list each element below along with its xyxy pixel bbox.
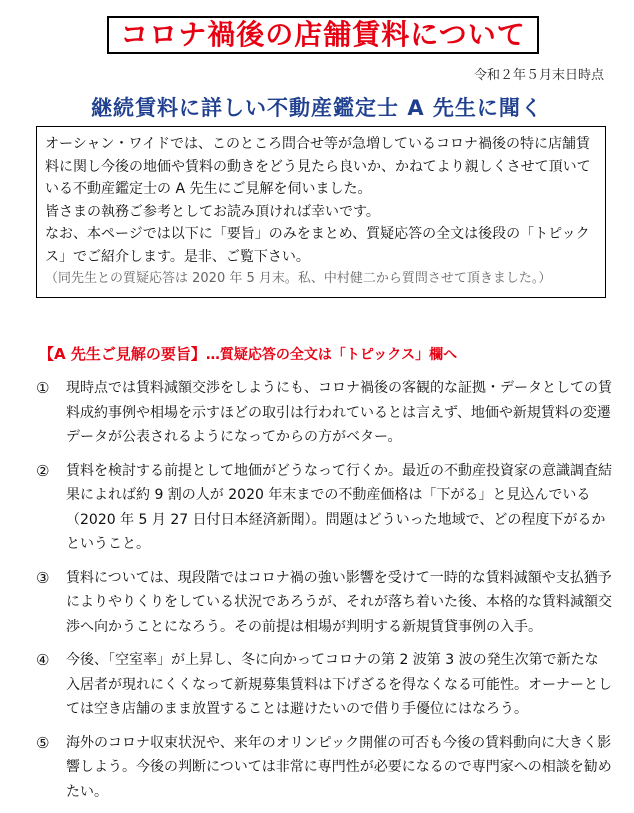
summary-point [36,648,612,722]
point-text: 賃料を検討する前提として地価がどうなって行くか。最近の不動産投資家の意識調査結果によれば約 9 割の人が 2020 年末までの不動産価格は「下がる」と見込んでいる（2020 年 5 月 27 日付日本経済新聞）。問題はどういった地域で、どの程度下がるかということ。 [66,462,612,552]
summary-point [36,731,612,805]
page-subtitle: 継続賃料に詳しい不動産鑑定士 A 先生に聞く [91,96,543,120]
point-number: ② [36,461,50,480]
point-number: ③ [36,568,50,587]
point-text: 海外のコロナ収束状況や、来年のオリンピック開催の可否も今後の賃料動向に大きく影響しよう。今後の判断については非常に専門性が必要になるので専門家への相談を勧めたい。 [66,734,612,800]
point-number: ⑤ [36,733,50,752]
intro-note: （同先生との質疑応答は 2020 年 5 月末。私、中村健二から質問させて頂きました。） [45,271,552,286]
intro-box [36,126,606,298]
point-number: ④ [36,651,50,669]
page-title: コロナ禍後の店舗賃料について [120,18,526,51]
summary-heading [39,343,457,364]
summary-heading-note: …質疑応答の全文は「トピックス」欄へ [205,347,458,363]
point-number: ① [36,379,50,397]
as-of-date: 令和２年５月末日時点 [473,68,604,83]
summary-points-list [36,376,612,813]
summary-point [36,566,612,640]
intro-paragraph: 皆さまの執務ご参考としてお読み頂ければ幸いです。 [45,203,380,220]
summary-point [36,376,612,450]
summary-point [36,459,612,557]
summary-heading-title: 【A 先生ご見解の要旨】 [39,345,206,363]
point-text: 賃料については、現段階ではコロナ禍の強い影響を受けて一時的な賃料減額や支払猶予によりやりくりをしている状況であろうが、それが落ち着いた後、本格的な賃料減額交渉へ向かうことになろう。その前提は相場が判明する新規賃貸事例の入手。 [66,569,612,635]
intro-paragraph: なお、本ページでは以下に「要旨」のみをまとめ、質疑応答の全文は後段の「トピックス」でご紹介します。是非、ご覧下さい。 [45,226,590,265]
title-box [107,16,539,54]
point-text: 今後、「空室率」が上昇し、冬に向かってコロナの第 2 波第 3 波の発生次第で新たな入居者が現れにくくなって新規募集賃料は下げざるを得なくなる可能性。オーナーとしては空き店舗のまま放置することは避けたいので借り手優位にはなろう。 [66,652,612,717]
point-text: 現時点では賃料減額交渉をしようにも、コロナ禍後の客観的な証拠・データとしての賃料成約事例や相場を示すほどの取引は行われているとは言えず、地価や新規賃料の変遷データが公表されるようになってからの方がベター。 [66,380,612,445]
intro-paragraph: オーシャン・ワイドでは、このところ問合せ等が急増しているコロナ禍後の特に店舗賃料に関し今後の地価や賃料の動きをどう見たら良いか、かねてより親しくさせて頂いている不動産鑑定士の A 先生にご見解を伺いました。 [45,136,591,197]
